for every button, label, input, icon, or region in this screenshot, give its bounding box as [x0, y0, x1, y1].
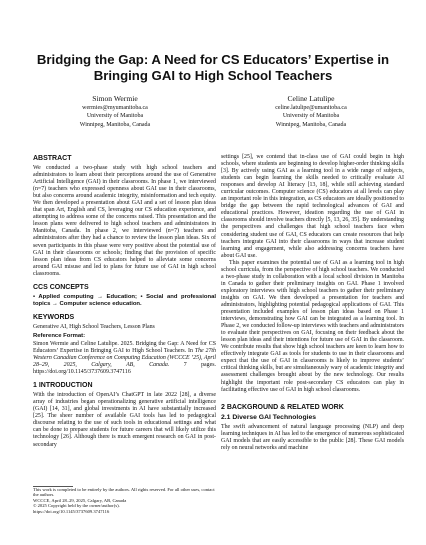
keywords-heading: KEYWORDS	[33, 313, 75, 321]
footnote	[33, 486, 216, 514]
right-column	[221, 154, 404, 452]
paper-title: Bridging the Gap: A Need for CS Educators’ Expertise in Bringing GAI to High School Teachers	[36, 52, 390, 83]
ccs-heading: CCS CONCEPTS	[33, 283, 89, 291]
intro-paragraph-2: This paper examines the potential use of GAI as a learning tool in high school curricula, from the perspective of high school teachers. We conducted a two-phase study in collaboration with a local school division in Manitoba in Canada to gather their preliminary insights on GAI. Phase 1 involved exploratory interviews with high school teachers to gather their preliminary insights on GAI. We then developed a presentation for teachers and administrators, highlighting potential pedagogical applications of GAI. This presentation included examples of lesson plan ideas based on Phase 1 interviews, demonstrating how GAI can be integrated as a learning tool. In Phase 2, we conducted follow-up interviews with teachers and administrators to evaluate their perspectives on GAI, focusing on their feedback about the lesson plan ideas and their intentions for future use of GAI in the classroom. We contribute results that show high school teachers are keen to learn how to effectively integrate GAI as tools for students to use in their classrooms and expect that the use of GAI in classrooms is likely to improve students’ critical thinking skills, but are simultaneously wary of academic integrity and assessment challenges brought about by the new technology. Our results highlight the important role post-secondary CS educators can play in facilitating effective use of GAI in high school classrooms.	[221, 259, 404, 393]
author-block	[30, 94, 396, 154]
reference-format-plain: Simon Wermie and Celine Latulipe. 2025. Bridging the Gap: A Need for CS Educators’ Expertise in Bringing GAI to High School Teachers. In	[33, 340, 216, 354]
introduction-text: With the introduction of OpenAI’s ChatGPT in late 2022 [28], a diverse array of industries began operationalizing generative artificial intelligence (GAI) [14, 31], and global investments in AI have substantially increased [25]. The sheer number of available GAI tools has led to pedagogical discourse relating to the use of such tools in educational settings and what can be done to prepare students for future careers that will likely utilize this technology [26]. Although there is much emergent research on GAI in post-secondary	[33, 392, 216, 448]
author-1	[40, 94, 190, 129]
reference-format-venue: The 27th Western Canadian Conference on Computing Education (WCCCE ’25), April 28–29, 2025, Calgary, AB, Canada.	[33, 347, 217, 369]
footnote-doi[interactable]: https://doi.org/10.1145/3737609.3747116	[33, 508, 110, 514]
abstract-heading: ABSTRACT	[33, 155, 72, 162]
ccs-text: • Applied computing → Education; • Social and professional topics → Computer science education.	[33, 293, 216, 307]
author-name: Celine Latulipe	[287, 94, 335, 103]
reference-format-end: 7 pages. https://doi.org/10.1145/3737609.3747116	[33, 362, 216, 376]
keywords-text: Generative AI, High School Teachers, Lesson Plans	[33, 323, 155, 330]
footnote-line: © 2025 Copyright held by the owner/author(s).	[33, 503, 120, 509]
author-email[interactable]: celine.latulipe@umanitoba.ca	[275, 105, 347, 111]
author-name: Simon Wermie	[92, 94, 138, 103]
footnote-line: This work is completed to be entirely by the authors. All rights reserved. For all other uses, contact the authors.	[33, 487, 215, 498]
author-location: Winnipeg, Manitoba, Canada	[275, 121, 347, 128]
diverse-gai-heading: 2.1 Diverse GAI Technologies	[221, 413, 317, 421]
background-heading: 2 BACKGROUND & RELATED WORK	[221, 403, 344, 411]
reference-format-heading: Reference Format:	[33, 332, 86, 339]
introduction-heading: 1 INTRODUCTION	[33, 382, 93, 390]
author-email[interactable]: wermies@myumanitoba.ca	[82, 105, 148, 111]
author-location: Winnipeg, Manitoba, Canada	[79, 121, 151, 128]
footnote-line: WCCCE, April 28–29, 2025, Calgary, AB, Canada	[33, 497, 127, 503]
author-affiliation: University of Manitoba	[86, 113, 144, 120]
intro-continued-text: settings [25], we contend that in-class use of GAI could begin in high schools, where students are beginning to develop higher-order thinking skills [3]. By actively using GAI as a learning tool in a wide range of subjects, students can begin learning the skills needed to critically evaluate AI responses and develop AI literacy [13, 18], while still achieving standard curricular outcomes. Computer science (CS) educators at all levels can play an important role in this integration, as CS educators are ideally positioned to bridge the gap between the rapid technological advances of GAI and educational practices. However, ideation regarding the use of GAI in classrooms should involve teachers directly [5, 13, 26, 35]. By understanding the perspectives and challenges that high school teachers face when considering student use of GAI, CS educators can create resources that help teachers integrate GAI into their classrooms in ways that increase student learning and engagement, while also addressing concerns teachers have about GAI use.	[221, 154, 404, 259]
author-affiliation: University of Manitoba	[282, 113, 340, 120]
author-2	[236, 94, 386, 129]
abstract-text: We conducted a two-phase study with high school teachers and administrators to learn about their perceptions around the use of Generative Artificial Intelligence (GAI) in their classrooms. In phase 1, we interviewed (n=7) teachers who expressed openness about GAI use in their classrooms, but also concerns around academic integrity, misinformation and tech equity. We then developed a presentation about GAI and a set of lesson plan ideas that span Art, English and CS, leveraging our CS education experience, and attempting to address some of the concerns raised. This presentation and the lesson plans were delivered to high school teachers and administrators in Manitoba, Canada. In phase 2, we interviewed (n=7) teachers and administrators after they had a chance to review the lesson plan ideas. Six of seven participants in this phase were very positive about the potential use of GAI in their classrooms or schools; finding that the provision of specific lesson plan ideas from CS educators helped to alleviate some concerns around GAI misuse and led to plans for future use of GAI in high school classrooms.	[33, 165, 216, 277]
background-text: The swift advancement of natural language processing (NLP) and deep learning techniques in AI has led to the emergence of numerous sophisticated GAI models that are easily accessible to the public [28]. These GAI models rely on neural networks and machine	[221, 424, 404, 452]
reference-format-text	[33, 341, 216, 376]
left-column	[33, 154, 216, 449]
